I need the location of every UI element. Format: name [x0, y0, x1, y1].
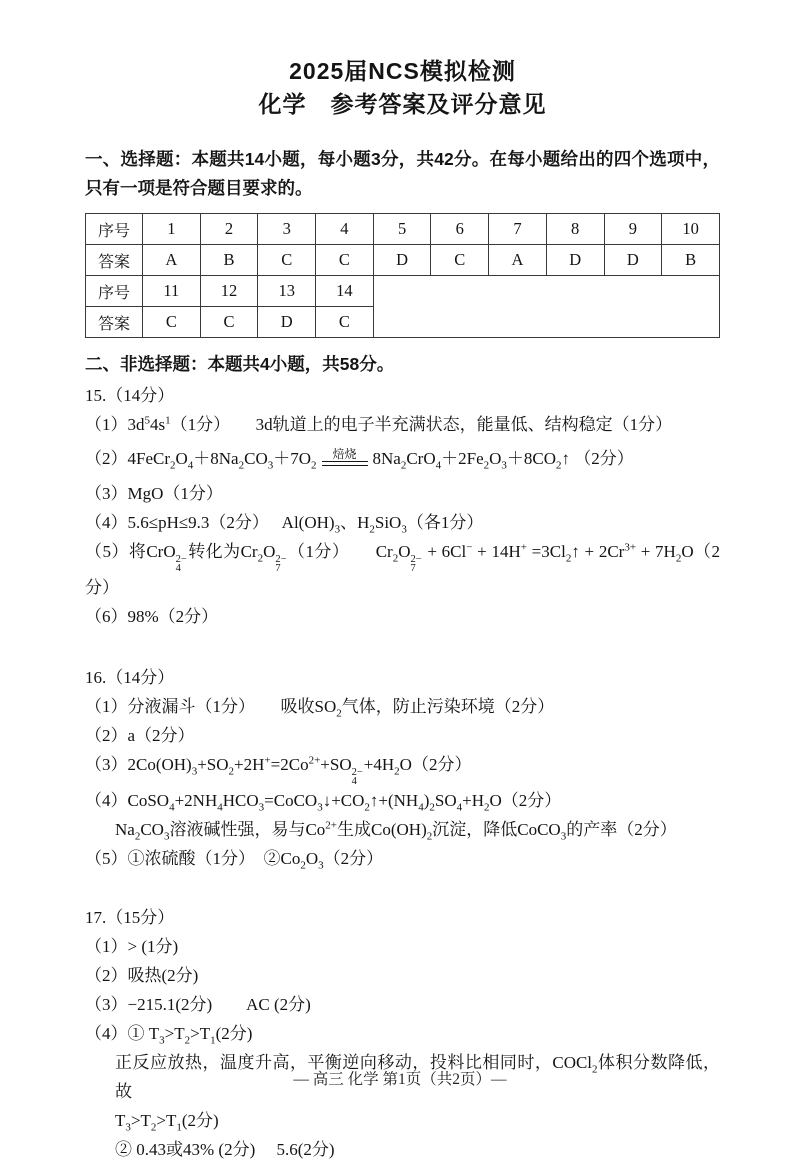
q17-item-4-line1: （4）① $T_3>T_2>T_1(2$分) — [85, 1024, 253, 1047]
table-row-numbers-2 — [86, 276, 720, 307]
table-row-answers-1 — [86, 245, 720, 276]
q17-item-4-line2: 正反应放热，温度升高，平衡逆向移动，投料比相同时，COCl$_2$体积分数降低，故 — [115, 1053, 720, 1101]
double-line-equals — [322, 461, 368, 466]
answer-cell: D — [258, 307, 316, 338]
question-16-title: 16.（14分） — [85, 668, 175, 687]
answer-cell: C — [431, 245, 489, 276]
q17-item-4-line3: $T_3>T_2>T_1(2$分) — [115, 1111, 219, 1134]
answer-cell: A — [143, 245, 201, 276]
row-label: 序号 — [86, 214, 143, 245]
question-number-cell: 3 — [258, 214, 316, 245]
row-label: 序号 — [86, 276, 143, 307]
question-15-title: 15.（14分） — [85, 386, 175, 405]
question-number-cell: 14 — [316, 276, 374, 307]
question-number-cell: 12 — [200, 276, 258, 307]
q16-item-4-line2: $Na_2CO_3$溶液碱性强，易与$Co^{2+}$生成$Co(OH)_2$沉淀，降低CoCO$_3$的产率（2分） — [115, 819, 677, 843]
q16-item-3: $(3)2Co(OH)_3+SO_2+2H^+=2Co^{2+}+SO$ 2− 4 $+4H_2O(2$分） — [85, 754, 472, 787]
answer-cell: C — [200, 307, 258, 338]
question-number-cell: 11 — [143, 276, 201, 307]
question-number-cell: 7 — [489, 214, 547, 245]
q15-item-6: （6）98%（2分） — [85, 607, 219, 626]
question-number-cell: 13 — [258, 276, 316, 307]
q15-equation-left: $4FeCr_2O_4+8Na_2CO_3+7O_2$ — [127, 449, 317, 472]
q16-item-2: （2）a（2分） — [85, 726, 195, 745]
question-number-cell: 5 — [373, 214, 431, 245]
answer-cell: C — [316, 245, 374, 276]
row-label: 答案 — [86, 307, 143, 338]
reaction-condition-label: 焙烧 — [332, 447, 357, 461]
answer-cell: C — [258, 245, 316, 276]
answer-cell: A — [489, 245, 547, 276]
section2-heading: 二、非选择题：本题共4小题，共58分。 — [85, 354, 395, 374]
q15-item-2-equation — [85, 439, 720, 479]
answer-cell: C — [316, 307, 374, 338]
question-16-block — [85, 663, 720, 873]
question-number-cell: 8 — [546, 214, 604, 245]
document-title: 2025届NCS模拟检测 — [289, 58, 516, 84]
q16-item-4-line1: $(4)CoSO_4+2NH_4HCO_3=CoCO_3↓+CO_2↑+(NH_4)_2SO_4+H_2O(2$分） — [85, 791, 562, 814]
question-17-block — [85, 903, 720, 1164]
q15-item-5: （5）将CrO 2− 4 转化为$Cr_2O$ 2− 7 （1分） $Cr_2O$ 2− 7 + $6Cl^- + 14H^+ =3Cl_2↑ + 2Cr^{3+} + 7H_2O(2$分） — [85, 541, 721, 597]
q17-item-2: （2）吸热(2分) — [85, 966, 199, 985]
document-subtitle: 化学 参考答案及评分意见 — [258, 91, 547, 117]
empty-merged-cell — [373, 276, 719, 338]
q17-item-1: （1）> (1分) — [85, 937, 179, 956]
question-number-cell: 10 — [662, 214, 720, 245]
answer-cell: C — [143, 307, 201, 338]
section1-heading: 一、选择题：本题共14小题，每小题3分，共42分。在每小题给出的四个选项中，只有一项是符合题目要求的。 — [85, 149, 720, 198]
question-number-cell: 1 — [143, 214, 201, 245]
page-footer: — 高三 化学 第1页（共2页）— — [293, 1071, 507, 1088]
q16-item-1: （1）分液漏斗（1分） 吸收$SO_2$气体，防止污染环境（2分） — [85, 697, 555, 720]
question-15-block — [85, 381, 720, 631]
q15-item-2-prefix: （2） — [85, 449, 128, 468]
q15-item-1: $(1)3d^54s^1(1$分） 3d轨道上的电子半充满状态，能量低、结构稳定（1分） — [85, 414, 673, 434]
table-row-numbers-1 — [86, 214, 720, 245]
q16-item-5: （5）①浓硫酸（1分） $②Co_2O_3(2$分） — [85, 849, 384, 872]
q15-item-3: （3）MgO（1分） — [85, 484, 223, 503]
q15-equation-right: $8Na_2CrO_4+2Fe_2O_3+8CO_2↑$ （2分） — [372, 449, 634, 472]
multiple-choice-answer-table — [85, 213, 720, 338]
q17-item-3: （3）−215.1(2分) AC (2分) — [85, 995, 311, 1014]
q15-item-4: （4）5.6≤pH≤9.3（2分） $Al(OH)_3$、$H_2SiO_3$（各1分） — [85, 513, 484, 536]
row-label: 答案 — [86, 245, 143, 276]
reaction-condition-equals — [322, 448, 368, 466]
question-17-title: 17.（15分） — [85, 908, 175, 927]
answer-cell: B — [662, 245, 720, 276]
answer-cell: D — [373, 245, 431, 276]
question-number-cell: 9 — [604, 214, 662, 245]
question-number-cell: 6 — [431, 214, 489, 245]
question-number-cell: 4 — [316, 214, 374, 245]
answer-cell: D — [546, 245, 604, 276]
question-number-cell: 2 — [200, 214, 258, 245]
q17-item-4-line4: ② 0.43或43% (2分) 5.6(2分) — [115, 1140, 335, 1159]
answer-cell: D — [604, 245, 662, 276]
answer-cell: B — [200, 245, 258, 276]
